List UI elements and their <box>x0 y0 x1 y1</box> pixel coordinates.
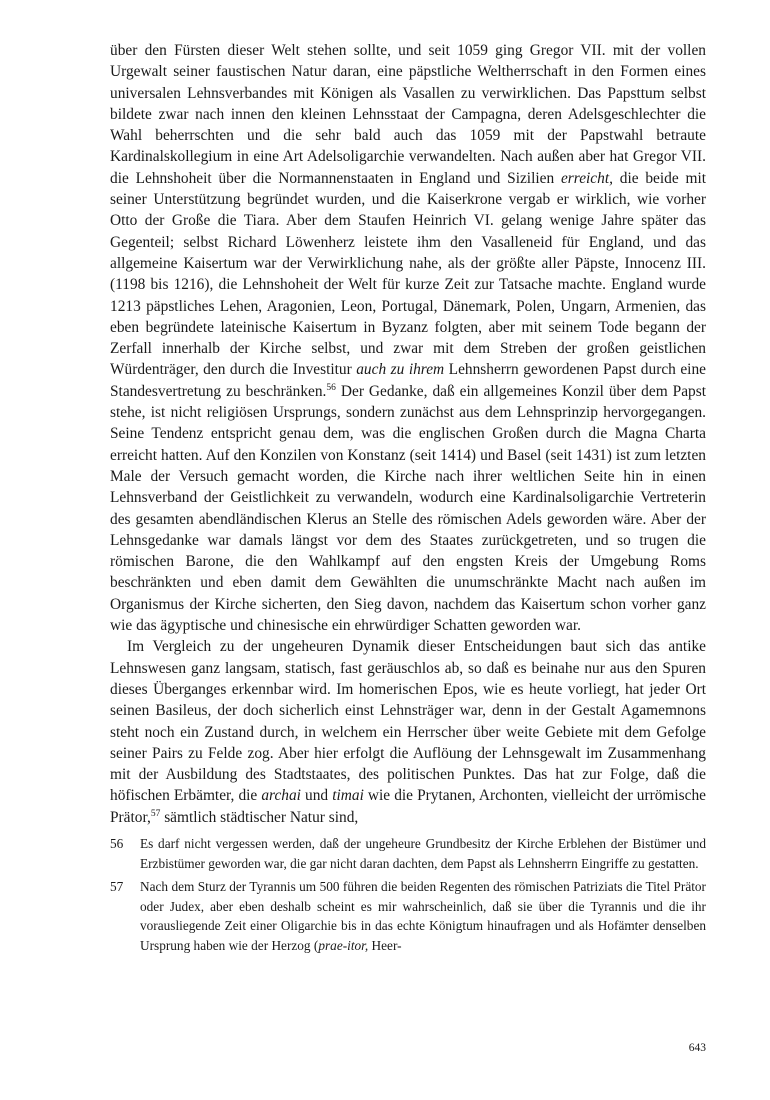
footnote-text-tail: Heer- <box>368 937 402 953</box>
body-text <box>110 40 706 828</box>
paragraph-2-text-d: sämtlich städtischer Natur sind, <box>160 808 359 826</box>
footnotes <box>110 834 706 956</box>
paragraph-2-text-c: wie die Prytanen, Archonten, vielleicht der urrömische Prätor, <box>110 787 707 826</box>
page <box>110 40 706 960</box>
emphasis-archai: archai <box>261 787 301 805</box>
paragraph-2-text-b: und <box>300 787 333 805</box>
emphasis-erreicht: erreicht, <box>560 169 613 187</box>
footnote-number: 57 <box>110 879 124 895</box>
paragraph-1-text-c: Lehnsherrn gewordenen Papst durch eine Standesvertretung zu beschränken. <box>110 361 706 400</box>
emphasis-prae-itor: prae-itor, <box>318 937 369 953</box>
paragraph-1 <box>110 40 706 636</box>
emphasis-auch-zu-ihrem: auch zu ihrem <box>356 361 445 379</box>
paragraph-2-text-a: Im Vergleich zu der ungeheuren Dynamik dieser Entscheidungen baut sich das antike Lehnswesen ganz langsam, statisch, fast geräuschlos ab, so daß es beinahe nur aus den Spuren dieses Überganges erkennbar wird. Im homerischen Epos, wie es heute vorliegt, hat jeder Ort seinen Basileus, der doch sicherlich einst Lehnsträger war, denn in der Gestalt Agamemnons steht noch ein Zustand durch, in welchem ein Herrscher über weite Gebiete mit dem Gefolge seiner Pairs zu Felde zog. Aber hier erfolgt die Auflöung der Lehnsgewalt im Zusammenhang mit der Ausbildung des Stadtstaates, des politischen Punktes. Das hat zur Folge, daß die höfischen Erbämter, die <box>110 638 706 805</box>
footnote-number: 56 <box>110 835 124 851</box>
paragraph-1-text-d: Der Gedanke, daß ein allgemeines Konzil über dem Papst stehe, ist nicht religiösen Ursprungs, sondern zunächst aus dem Lehnsprinzip hervorgegangen. Seine Tendenz entspricht genau dem, was die englischen Großen durch die Magna Charta erreicht hatten. Auf den Konzilen von Konstanz (seit 1414) und Basel (seit 1431) ist zum letzten Male der Versuch gemacht worden, die Kirche nach ihrer weltlichen Seite hin in einen Lehnsverband der Geistlichkeit zu verwandeln, wodurch eine Kardinalsoligarchie Vertreterin des gesamten abendländischen Klerus an Stelle des römischen Adels geworden wäre. Aber der Lehnsgedanke war damals längst vor dem des Staates zurückgetreten, und so trugen die römischen Barone, die den Wahlkampf auf den engsten Kreis der Umgebung Roms beschränkten und eben damit dem Gewählten die unumschränkte Macht nach außen im Organismus der Kirche sicherten, den Sieg davon, nachdem das Kaisertum schon vorher ganz wie das ägyptische und chinesische ein ehrwürdiger Schatten geworden war. <box>110 382 706 635</box>
paragraph-1-text-b: die beide mit seiner Unterstützung begründet wurden, und die Kaiserkrone vergab er wirklich, wie vorher Otto der Große die Tiara. Aber dem Staufen Heinrich VI. gelang wenige Jahre später das Gegenteil; selbst Richard Löwenherz leistete ihm den Vasalleneid für England, und das allgemeine Kaisertum war der Verwirklichung nahe, als der größte aller Päpste, Innocenz III. (1198 bis 1216), die Lehnshoheit der Welt für kurze Zeit zur Tatsache machte. England wurde 1213 päpstliches Lehen, Aragonien, Leon, Portugal, Dänemark, Polen, Ungarn, Armenien, das eben begründete lateinische Kaisertum in Byzanz folgten, aber mit seinem Tode begann der Zerfall innerhalb der Kirche selbst, und zwar mit dem Streben der großen geistlichen Würdenträger, den durch die Investitur <box>110 169 706 379</box>
footnote-57 <box>110 877 706 955</box>
footnote-text-container <box>140 877 706 955</box>
footnote-56 <box>110 834 706 873</box>
paragraph-2 <box>110 636 706 828</box>
footnote-text: Es darf nicht vergessen werden, daß der ungeheure Grundbesitz der Kirche Erblehen der Bistümer und Erzbistümer geworden war, die gar nicht daran dachten, dem Papst als Lehnsherrn Eingriffe zu gestatten. <box>140 835 706 871</box>
footnote-text: Nach dem Sturz der Tyrannis um 500 führen die beiden Regenten des römischen Patriziats die Titel Prätor oder Judex, aber eben deshalb scheint es mir wahrscheinlich, daß sie über die Tyrannis und die ihr vorausliegende Zeit einer Oligarchie bis in das echte Königtum hinaufragen und als Hofämter denselben Ursprung haben wie der Herzog ( <box>140 879 706 953</box>
footnote-ref-57[interactable]: 57 <box>150 808 161 819</box>
footnote-ref-56[interactable]: 56 <box>326 382 336 393</box>
page-number: 643 <box>688 1042 706 1054</box>
emphasis-timai: timai <box>332 787 364 805</box>
paragraph-1-text-a: über den Fürsten dieser Welt stehen sollte, und seit 1059 ging Gregor VII. mit der vollen Urgewalt seiner faustischen Natur daran, eine päpstliche Weltherrschaft in den Formen eines universalen Lehnsverbandes mit Königen als Vasallen zu verwirklichen. Das Papsttum selbst bildete zwar nach innen den kleinen Lehnsstaat der Campagna, deren Adelsgeschlechter die Wahl beherrschten und die sehr bald auch das 1059 mit der Papstwahl betraute Kardinalskollegium in eine Art Adelsoligarchie verwandelten. Nach außen aber hat Gregor VII. die Lehnshoheit über die Normannenstaaten in England und Sizilien <box>110 42 706 187</box>
